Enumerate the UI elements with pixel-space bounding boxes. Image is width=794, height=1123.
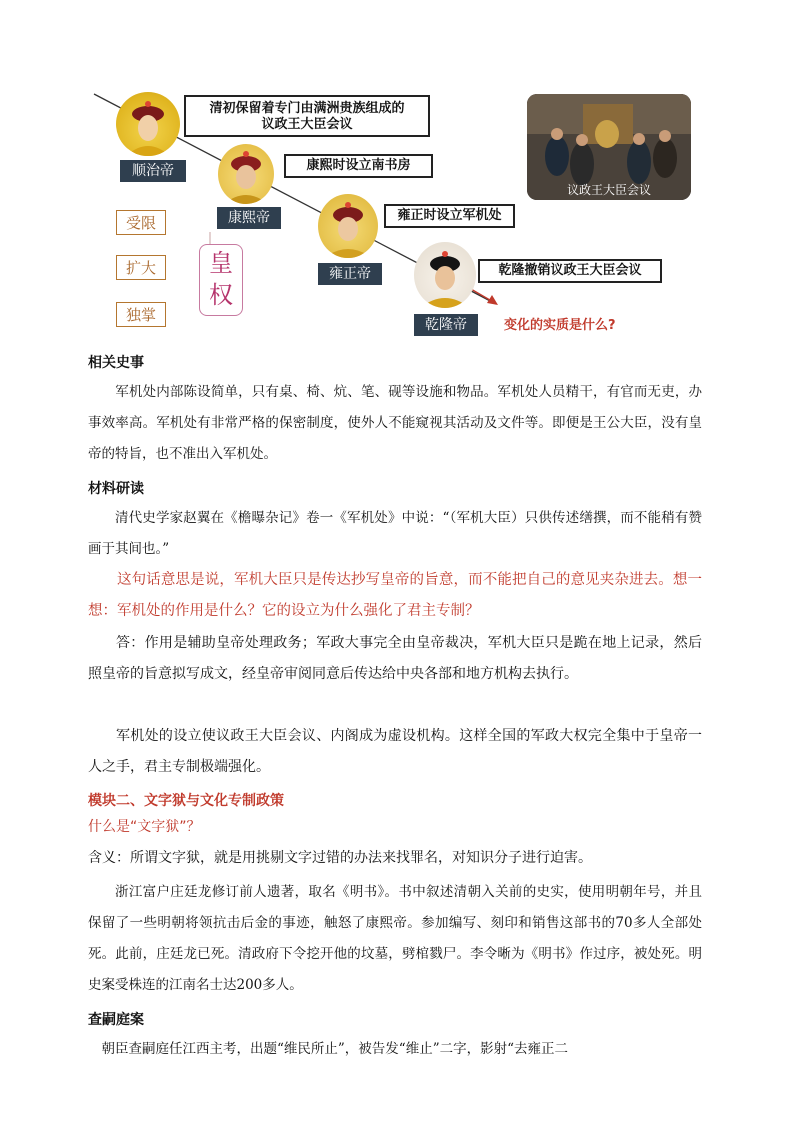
stage-monopoly: 独掌 xyxy=(116,302,166,327)
kangxi-fact-box: 康熙时设立南书房 xyxy=(284,154,433,178)
material-answer: 答：作用是辅助皇帝处理政务；军政大事完全由皇帝裁决，军机大臣只是跪在地上记录，然后照皇帝的旨意拟写成文，经皇帝审阅同意后传达给中央各部和地方机构去执行。 xyxy=(88,635,702,682)
stage-limited: 受限 xyxy=(116,210,166,235)
section-heading-zha-siting-case: 查嗣庭案 xyxy=(88,1012,144,1028)
kangxi-portrait xyxy=(218,144,274,204)
qianlong-portrait xyxy=(414,242,476,308)
council-photo xyxy=(527,94,691,200)
yongzheng-fact-box: 雍正时设立军机处 xyxy=(384,204,515,228)
material-conclusion: 军机处的设立使议政王大臣会议、内阁成为虚设机构。这样全国的军政大权完全集中于皇帝一人之手，君主专制极端强化。 xyxy=(88,728,702,775)
qianlong-fact-box: 乾隆撤销议政王大臣会议 xyxy=(478,259,662,283)
yongzheng-portrait xyxy=(318,194,378,258)
shunzhi-fact-box: 清初保留着专门由满洲贵族组成的 议政王大臣会议 xyxy=(184,95,430,137)
section-heading-related-history: 相关史事 xyxy=(88,355,144,371)
related-history-paragraph: 军机处内部陈设简单，只有桌、椅、炕、笔、砚等设施和物品。军机处人员精干，有官而无吏，办事效率高。军机处有非常严格的保密制度，使外人不能窥视其活动及文件等。即便是王公大臣，没有皇帝的特旨，也不准出入军机处。 xyxy=(88,384,702,462)
literary-inquisition-definition: 含义：所谓文字狱，就是用挑剔文字过错的办法来找罪名，对知识分子进行迫害。 xyxy=(88,850,592,866)
stage-expanded: 扩大 xyxy=(116,255,166,280)
shunzhi-portrait xyxy=(116,92,180,156)
module2-heading: 模块二、文字狱与文化专制政策 xyxy=(88,793,284,809)
yongzheng-label: 雍正帝 xyxy=(318,263,382,285)
question-text: 变化的实质是什么? xyxy=(504,318,616,333)
shunzhi-label: 顺治帝 xyxy=(120,160,186,182)
qianlong-label: 乾隆帝 xyxy=(414,314,478,336)
material-quote: 清代史学家赵翼在《檐曝杂记》卷一《军机处》中说：“（军机大臣）只供传述缮撰，而不能稍有赞画于其间也。” xyxy=(88,510,702,557)
photo-caption: 议政王大臣会议 xyxy=(566,183,651,197)
section-heading-material-study: 材料研读 xyxy=(88,481,144,497)
ming-history-case-story: 浙江富户庄廷龙修订前人遗著，取名《明书》。书中叙述清朝入关前的史实，使用明朝年号，并且保留了一些明朝将领抗击后金的事迹，触怒了康熙帝。参加编写、刻印和销售这部书的70多人全部处死。此前，庄廷龙已死。清政府下令挖开他的坟墓，劈棺戮尸。李令晰为《明书》作过序，被处死。明史案受株连的江南名士达200多人。 xyxy=(88,884,702,993)
kangxi-label: 康熙帝 xyxy=(217,207,281,229)
zha-siting-case-paragraph: 朝臣查嗣庭任江西主考，出题“维民所止”，被告发“维止”二字，影射“去雍正二 xyxy=(101,1041,569,1057)
literary-inquisition-question: 什么是“文字狱”？ xyxy=(88,819,201,835)
material-explanation-question: 这句话意思是说，军机大臣只是传达抄写皇帝的旨意，而不能把自己的意见夹杂进去。想一想：军机处的作用是什么？它的设立为什么强化了君主专制？ xyxy=(88,572,702,619)
imperial-power-box: 皇 权 xyxy=(199,244,243,316)
emperor-power-diagram xyxy=(88,82,703,338)
